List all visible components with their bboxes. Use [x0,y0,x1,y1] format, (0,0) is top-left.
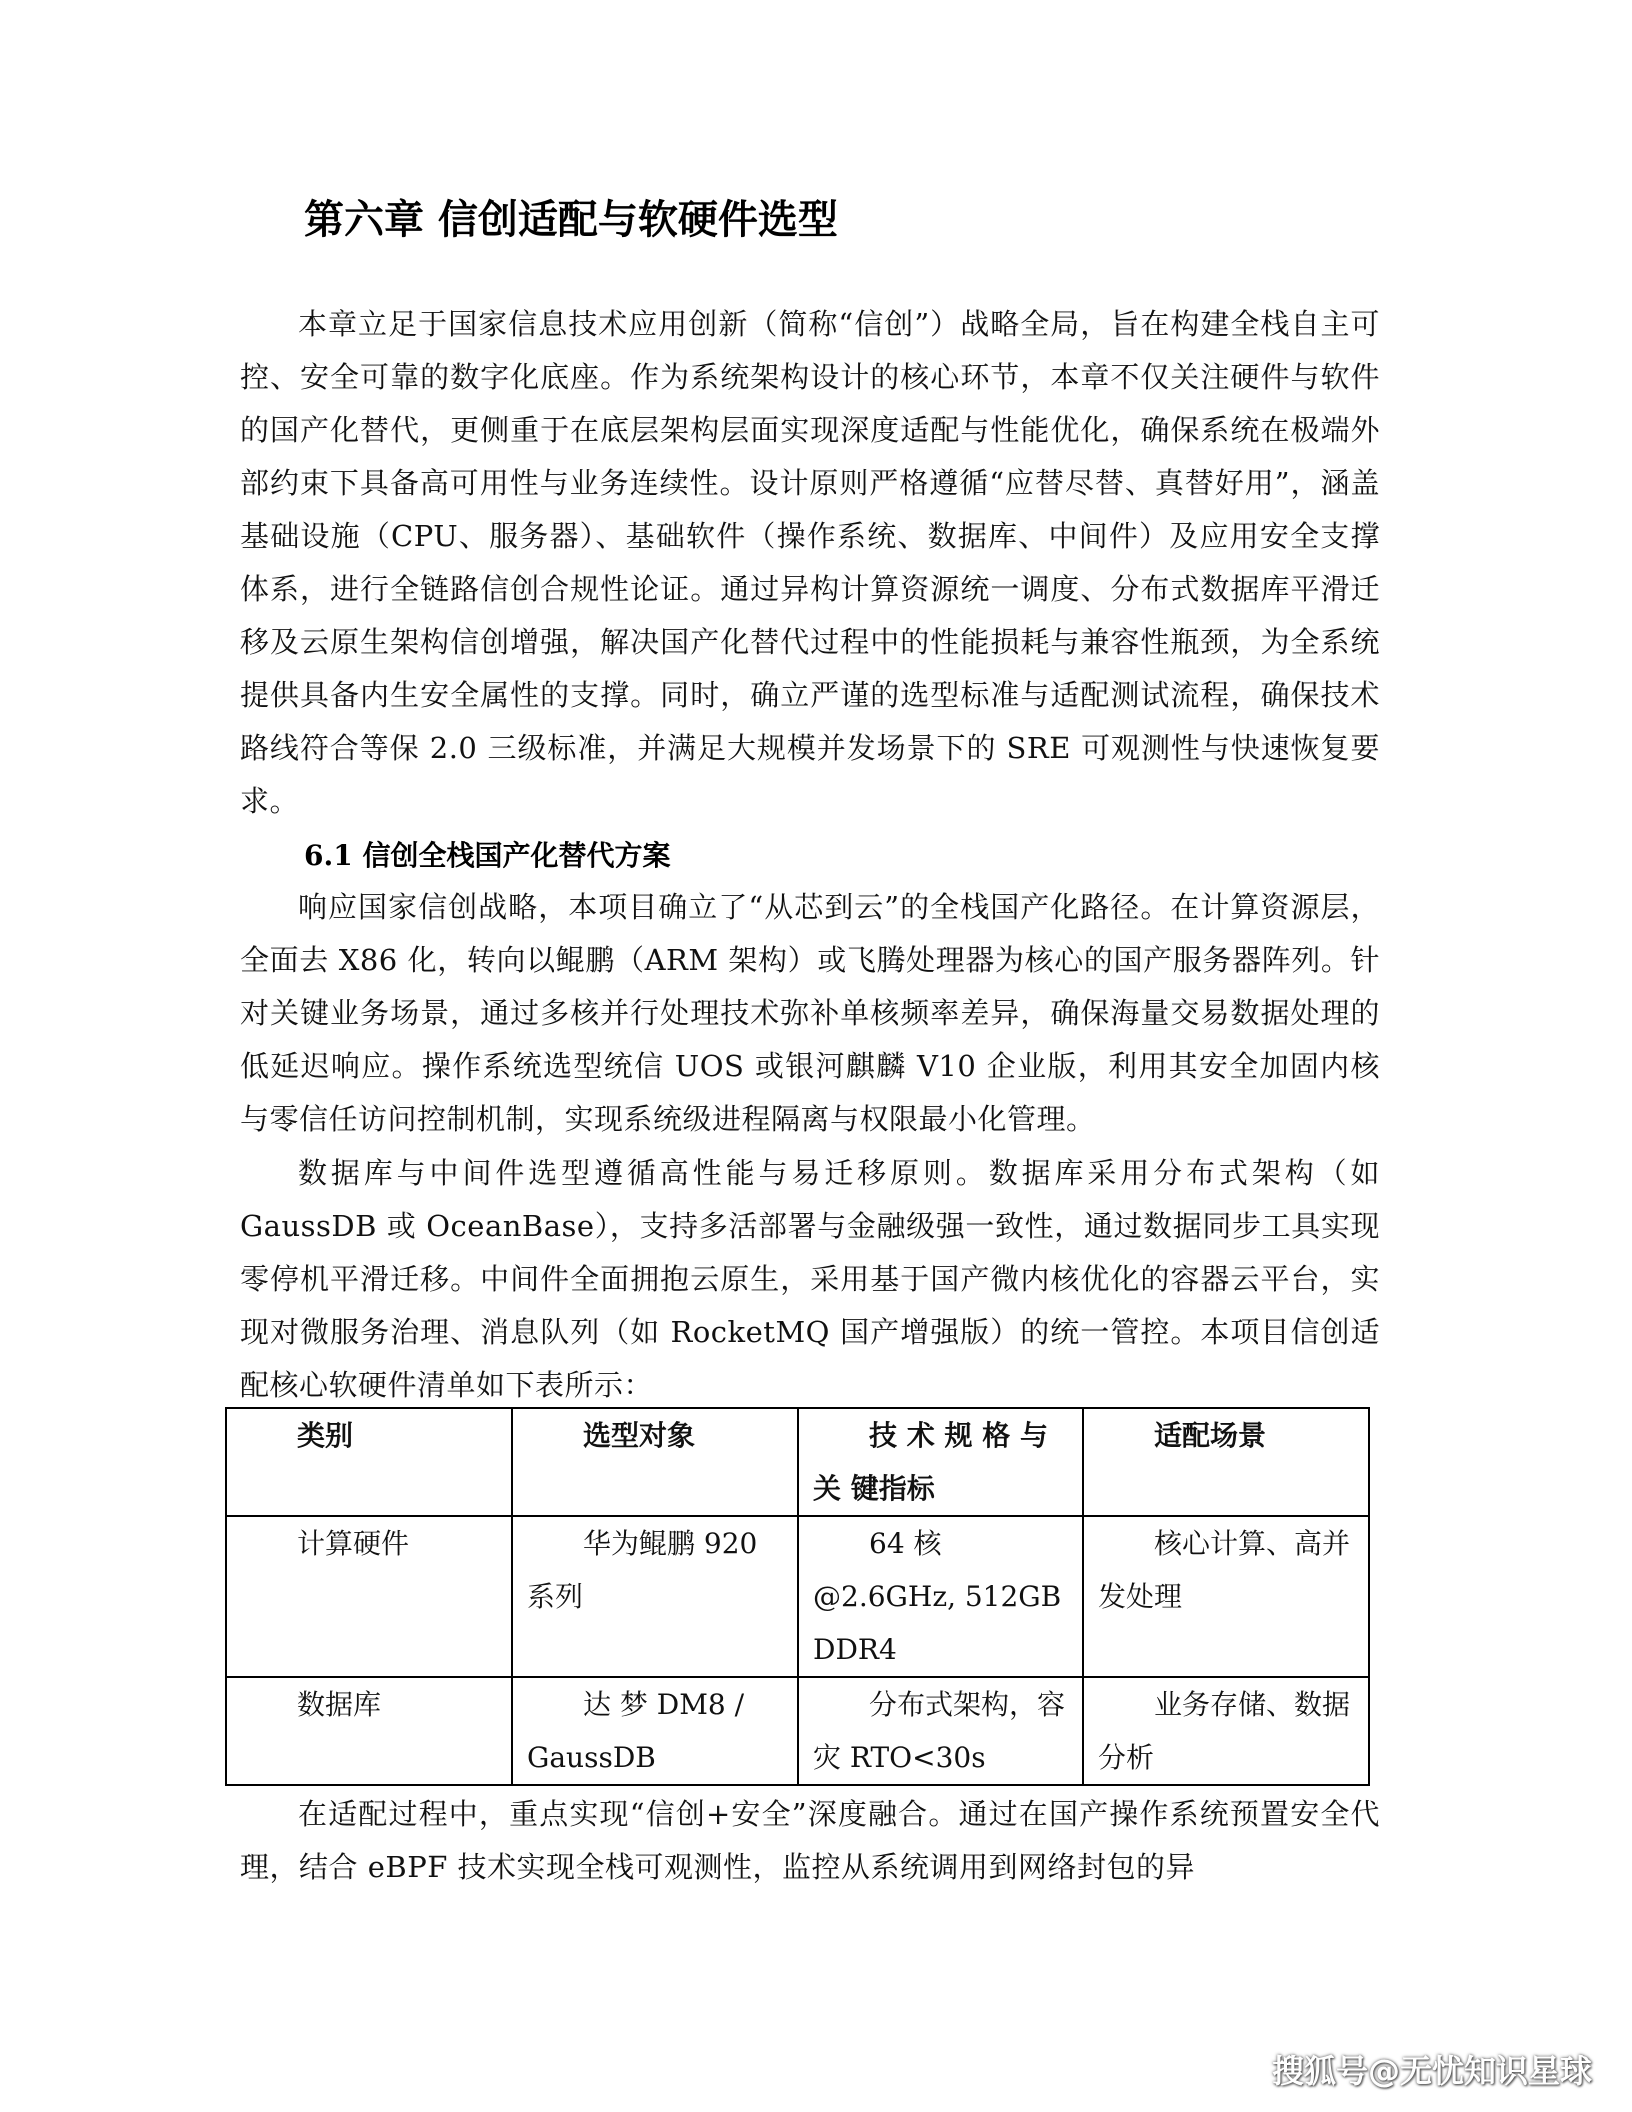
cell-spec: 分布式架构，容灾 RTO<30s [813,1688,1066,1774]
hardware-software-table [225,1407,1370,1786]
table-cell [798,1677,1083,1785]
cell-category: 数据库 [297,1688,382,1721]
cell-object: 达 梦 DM8 / GaussDB [527,1688,745,1774]
chapter-title: 第六章 信创适配与软硬件选型 [304,197,838,243]
cell-scenario: 业务存储、数据分析 [1098,1688,1351,1774]
table-row [226,1516,1369,1677]
table-cell [1083,1516,1369,1677]
cell-object: 华为鲲鹏 920 系列 [527,1527,758,1613]
header-object: 选型对象 [583,1419,696,1452]
table-cell [512,1516,798,1677]
table-header-cell [1083,1408,1369,1516]
watermark: 搜狐号@无忧知识星球 [1271,2052,1592,2090]
table-cell [1083,1677,1369,1785]
chapter-intro-paragraph: 本章立足于国家信息技术应用创新（简称“信创”）战略全局，旨在构建全栈自主可控、安全可靠的数字化底座。作为系统架构设计的核心环节，本章不仅关注硬件与软件的国产化替代，更侧重于在底层架构层面实现深度适配与性能优化，确保系统在极端外部约束下具备高可用性与业务连续性。设计原则严格遵循“应替尽替、真替好用”，涵盖基础设施（CPU、服务器）、基础软件（操作系统、数据库、中间件）及应用安全支撑体系，进行全链路信创合规性论证。通过异构计算资源统一调度、分布式数据库平滑迁移及云原生架构信创增强，解决国产化替代过程中的性能损耗与兼容性瓶颈，为全系统提供具备内生安全属性的支撑。同时，确立严谨的选型标准与适配测试流程，确保技术路线符合等保 2.0 三级标准，并满足大规模并发场景下的 SRE 可观测性与快速恢复要求。 [240,307,1380,818]
cell-spec: 64 核@2.6GHz, 512GB DDR4 [813,1527,1062,1666]
table-header-cell [798,1408,1083,1516]
section-paragraph-2: 数据库与中间件选型遵循高性能与易迁移原则。数据库采用分布式架构（如 GaussDB 或 OceanBase），支持多活部署与金融级强一致性，通过数据同步工具实现零停机平滑迁移。中间件全面拥抱云原生，采用基于国产微内核优化的容器云平台，实现对微服务治理、消息队列（如 RocketMQ 国产增强版）的统一管控。本项目信创适配核心软硬件清单如下表所示： [240,1156,1380,1402]
table-cell [226,1677,512,1785]
table-row [226,1677,1369,1785]
header-spec: 技 术 规 格 与 关 键指标 [813,1419,1048,1505]
header-category: 类别 [297,1419,354,1452]
after-table-paragraph: 在适配过程中，重点实现“信创+安全”深度融合。通过在国产操作系统预置安全代理，结合 eBPF 技术实现全栈可观测性，监控从系统调用到网络封包的异 [240,1797,1380,1884]
table-header-cell [512,1408,798,1516]
section-paragraph-1: 响应国家信创战略，本项目确立了“从芯到云”的全栈国产化路径。在计算资源层，全面去 X86 化，转向以鲲鹏（ARM 架构）或飞腾处理器为核心的国产服务器阵列。针对关键业务场景，通过多核并行处理技术弥补单核频率差异，确保海量交易数据处理的低延迟响应。操作系统选型统信 UOS 或银河麒麟 V10 企业版，利用其安全加固内核与零信任访问控制机制，实现系统级进程隔离与权限最小化管理。 [240,890,1380,1136]
table-cell [798,1516,1083,1677]
section-title: 6.1 信创全栈国产化替代方案 [304,839,671,872]
cell-scenario: 核心计算、高并发处理 [1098,1527,1351,1613]
table-header-cell [226,1408,512,1516]
table-cell [226,1516,512,1677]
header-scenario: 适配场景 [1154,1419,1267,1452]
table-cell [512,1677,798,1785]
table-header-row [226,1408,1369,1516]
cell-category: 计算硬件 [297,1527,410,1560]
